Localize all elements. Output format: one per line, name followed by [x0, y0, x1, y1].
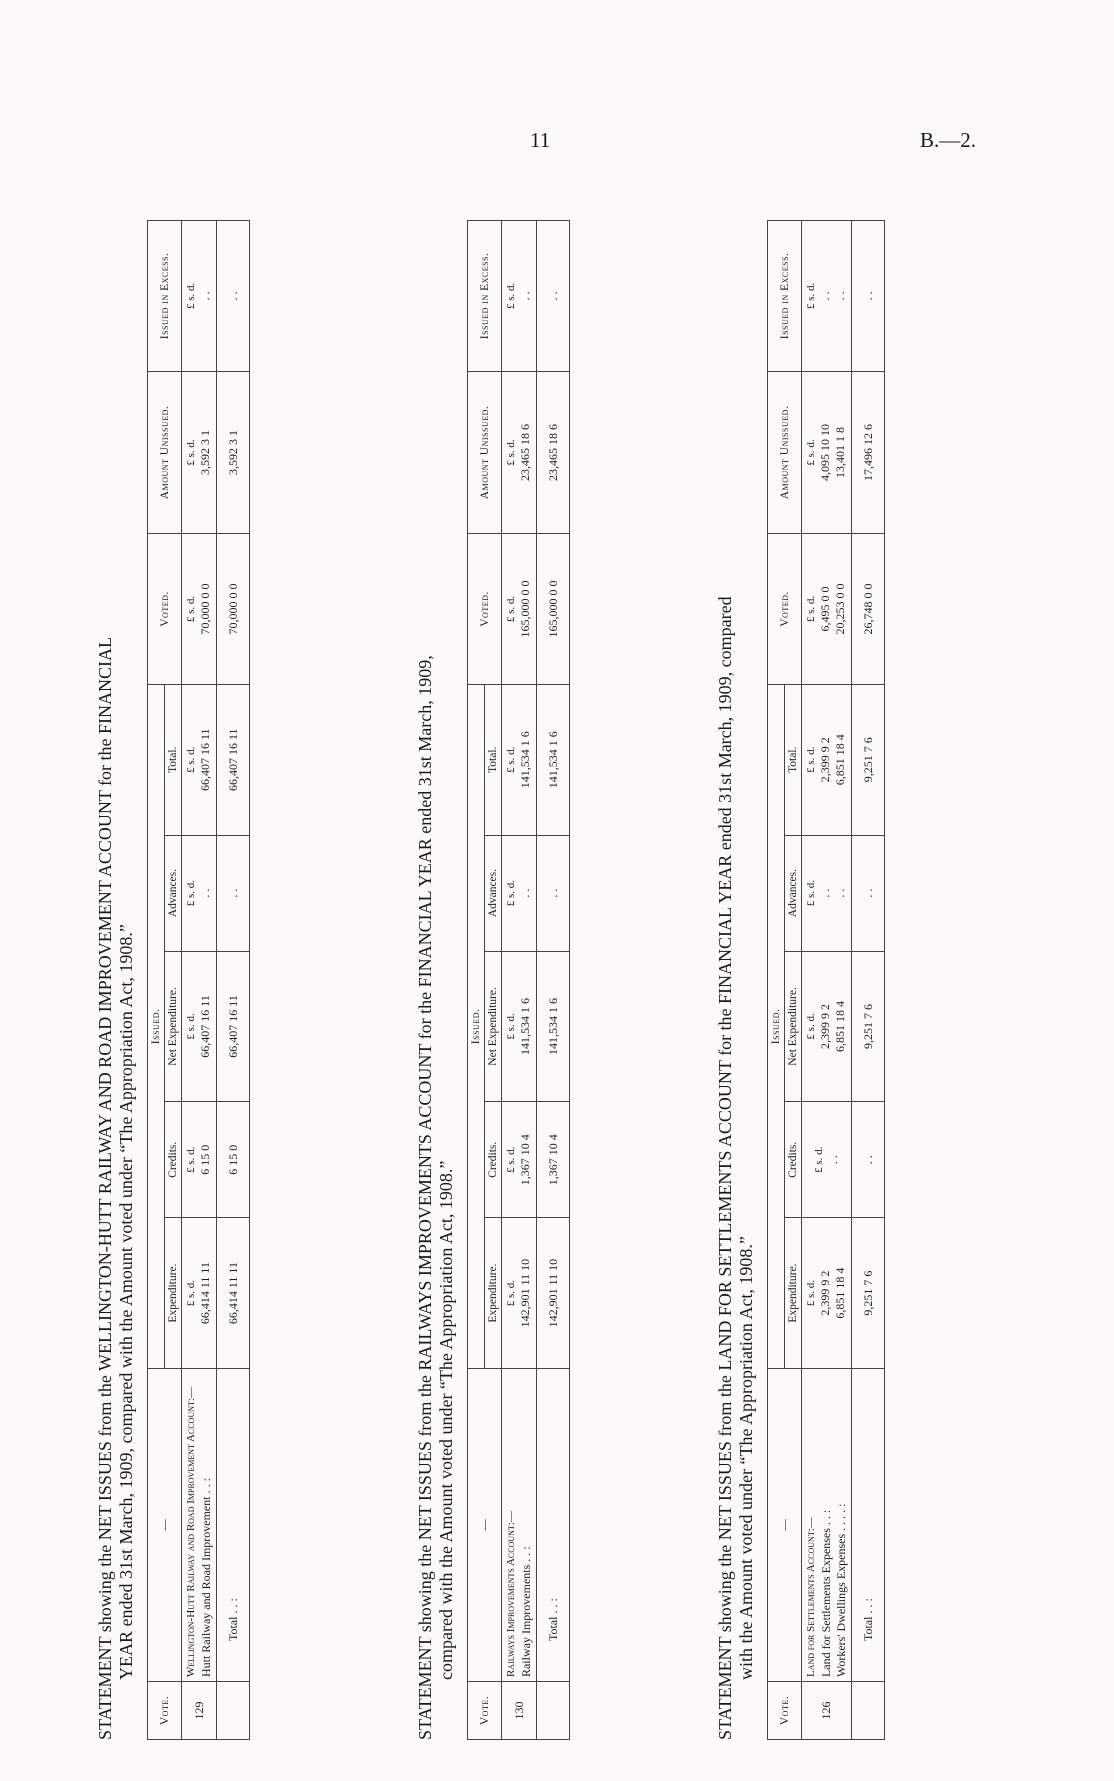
cell-excess: £ s. d. . .: [502, 221, 537, 372]
header-advances: Advances.: [785, 835, 802, 951]
header-total: Total.: [485, 684, 502, 835]
total-advances: . .: [537, 835, 570, 951]
cell-voted: £ s. d. 70,000 0 0: [182, 534, 217, 685]
cell-expenditure: £ s. d. 142,901 11 10: [502, 1218, 537, 1369]
total-row: [537, 221, 570, 1740]
header-credits: Credits.: [165, 1102, 182, 1218]
table-row: [182, 221, 217, 1740]
statement-title: [95, 180, 139, 1740]
total-expenditure: 142,901 11 10: [537, 1218, 570, 1369]
table-row: [502, 221, 537, 1740]
total-net: 66,407 16 11: [217, 951, 250, 1102]
statement-title: [415, 180, 459, 1740]
document-reference: B.—2.: [920, 128, 977, 152]
total-excess: . .: [217, 221, 250, 372]
total-net: 9,251 7 6: [852, 951, 885, 1102]
cell-unissued: £ s. d. 4,095 10 10 13,401 1 8: [802, 371, 852, 533]
statement-table: [767, 220, 885, 1740]
cell-credits: £ s. d. 1,367 10 4: [502, 1102, 537, 1218]
statement-table: [467, 220, 570, 1740]
page-number: 11: [530, 128, 551, 152]
row-name: Hutt Railway and Road Improvement: [199, 1496, 213, 1678]
cell-advances: £ s. d. . .: [502, 835, 537, 951]
header-vote: Vote.: [768, 1682, 802, 1740]
cell-net: £ s. d. 141,534 1 6: [502, 951, 537, 1102]
statement-title-tail: YEAR ended 31st March, 1909, compared with the Amount voted under “The Appropriation Act, 1908.”: [116, 924, 136, 1680]
header-issued: Issued.: [768, 684, 785, 1368]
header-net-expenditure: Net Expenditure.: [785, 951, 802, 1102]
total-label: Total . . :: [537, 1368, 570, 1681]
header-excess: Issued in Excess.: [768, 221, 802, 372]
total-expenditure: 66,414 11 11: [217, 1218, 250, 1369]
header-total: Total.: [785, 684, 802, 835]
statement-table: [147, 220, 250, 1740]
header-voted: Voted.: [148, 534, 182, 685]
header-excess: Issued in Excess.: [148, 221, 182, 372]
header-net-expenditure: Net Expenditure.: [165, 951, 182, 1102]
total-credits: . .: [852, 1102, 885, 1218]
statement-title-tail: with the Amount voted under “The Appropriation Act, 1908.”: [736, 1236, 756, 1680]
total-excess: . .: [852, 221, 885, 372]
cell-net: £ s. d. 66,407 16 11: [182, 951, 217, 1102]
account-name: Land for Settlements Account:—: [805, 1517, 817, 1678]
row-name: Land for Settlements Expenses: [819, 1528, 833, 1678]
header-advances: Advances.: [165, 835, 182, 951]
header-voted: Voted.: [768, 534, 802, 685]
header-vote: Vote.: [148, 1682, 182, 1740]
total-voted: 70,000 0 0: [217, 534, 250, 685]
total-total: 66,407 16 11: [217, 684, 250, 835]
statement-1: [95, 180, 345, 1740]
cell-expenditure: £ s. d. 2,399 9 2 6,851 18 4: [802, 1218, 852, 1369]
header-blank: —: [148, 1368, 182, 1681]
row-dots: . . :: [819, 1509, 833, 1526]
statement-3: [715, 180, 965, 1740]
cell-advances: £ s. d. . .: [182, 835, 217, 951]
header-excess: Issued in Excess.: [468, 221, 502, 372]
total-total: 9,251 7 6: [852, 684, 885, 835]
header-issued: Issued.: [468, 684, 485, 1368]
account-name: Railways Improvements Account:—: [505, 1511, 517, 1678]
header-advances: Advances.: [485, 835, 502, 951]
cell-excess: £ s. d. . .: [182, 221, 217, 372]
vote-number: 130: [502, 1682, 537, 1740]
header-vote: Vote.: [468, 1682, 502, 1740]
row-dots: . . :: [834, 1503, 848, 1519]
cell-advances: £ s. d. . . . .: [802, 835, 852, 951]
total-unissued: 3,592 3 1: [217, 371, 250, 533]
header-expenditure: Expenditure.: [785, 1218, 802, 1369]
cell-excess: £ s. d. . . . .: [802, 221, 852, 372]
vote-number: 126: [802, 1682, 852, 1740]
total-voted: 26,748 0 0: [852, 534, 885, 685]
row-dots: . . :: [519, 1546, 533, 1562]
statement-title-lead: STATEMENT showing the NET ISSUES from the WELLINGTON-HUTT RAILWAY AND ROAD IMPROVEMENT ACCOUNT for the FINANCIAL: [95, 636, 115, 1740]
statement-title-lead: STATEMENT showing the NET ISSUES from the RAILWAYS IMPROVEMENTS ACCOUNT for the FINANCIAL YEAR ended 31st March, 1909,: [415, 655, 435, 1740]
statement-title: [715, 180, 759, 1740]
header-blank: —: [768, 1368, 802, 1681]
total-advances: . .: [217, 835, 250, 951]
total-label: Total . . :: [852, 1368, 885, 1681]
account-name: Wellington-Hutt Railway and Road Improvement Account:—: [185, 1387, 197, 1678]
header-voted: Voted.: [468, 534, 502, 685]
cell-total: £ s. d. 2,399 9 2 6,851 18 4: [802, 684, 852, 835]
cell-expenditure: £ s. d. 66,414 11 11: [182, 1218, 217, 1369]
statement-title-tail: compared with the Amount voted under “The Appropriation Act, 1908.”: [436, 1160, 456, 1680]
total-row: [217, 221, 250, 1740]
cell-unissued: £ s. d. 23,465 18 6: [502, 371, 537, 533]
header-unissued: Amount Unissued.: [468, 371, 502, 533]
header-expenditure: Expenditure.: [485, 1218, 502, 1369]
account-cell: [182, 1368, 217, 1681]
total-voted: 165,000 0 0: [537, 534, 570, 685]
header-expenditure: Expenditure.: [165, 1218, 182, 1369]
total-credits: 6 15 0: [217, 1102, 250, 1218]
total-expenditure: 9,251 7 6: [852, 1218, 885, 1369]
row-name: Railway Improvements: [519, 1564, 533, 1678]
account-cell: [802, 1368, 852, 1681]
header-credits: Credits.: [785, 1102, 802, 1218]
row-dots: . . :: [199, 1478, 213, 1494]
header-net-expenditure: Net Expenditure.: [485, 951, 502, 1102]
header-total: Total.: [165, 684, 182, 835]
header-unissued: Amount Unissued.: [768, 371, 802, 533]
total-total: 141,534 1 6: [537, 684, 570, 835]
cell-net: £ s. d. 2,399 9 2 6,851 18 4: [802, 951, 852, 1102]
cell-credits: £ s. d. 6 15 0: [182, 1102, 217, 1218]
cell-total: £ s. d. 66,407 16 11: [182, 684, 217, 835]
header-blank: —: [468, 1368, 502, 1681]
total-excess: . .: [537, 221, 570, 372]
cell-voted: £ s. d. 6,495 0 0 20,253 0 0: [802, 534, 852, 685]
total-row: [852, 221, 885, 1740]
header-credits: Credits.: [485, 1102, 502, 1218]
cell-credits: £ s. d. . .: [802, 1102, 852, 1218]
table-row: [802, 221, 852, 1740]
statement-2: [415, 180, 665, 1740]
statement-title-lead: STATEMENT showing the NET ISSUES from the LAND FOR SETTLEMENTS ACCOUNT for the FINANCIAL YEAR ended 31st March, 1909, compared: [715, 596, 735, 1740]
total-label: Total . . :: [217, 1368, 250, 1681]
total-unissued: 17,496 12 6: [852, 371, 885, 533]
header-unissued: Amount Unissued.: [148, 371, 182, 533]
account-cell: [502, 1368, 537, 1681]
vote-number: 129: [182, 1682, 217, 1740]
cell-unissued: £ s. d. 3,592 3 1: [182, 371, 217, 533]
total-credits: 1,367 10 4: [537, 1102, 570, 1218]
total-net: 141,534 1 6: [537, 951, 570, 1102]
header-issued: Issued.: [148, 684, 165, 1368]
total-unissued: 23,465 18 6: [537, 371, 570, 533]
total-advances: . .: [852, 835, 885, 951]
cell-total: £ s. d. 141,534 1 6: [502, 684, 537, 835]
row-name: Workers' Dwellings Expenses . .: [834, 1521, 848, 1678]
cell-voted: £ s. d. 165,000 0 0: [502, 534, 537, 685]
